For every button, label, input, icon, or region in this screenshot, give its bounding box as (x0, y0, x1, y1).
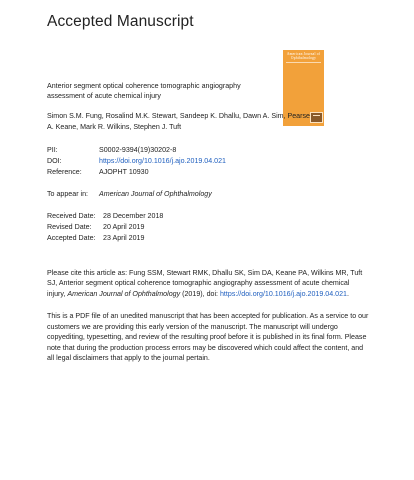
journal-cover-line1: American Journal of (286, 52, 321, 56)
article-title: Anterior segment optical coherence tomographic angiography assessment of acute chemical injury (47, 82, 241, 100)
accepted-value: 23 April 2019 (103, 234, 145, 242)
article-authors: Simon S.M. Fung, Rosalind M.K. Stewart, Sandeep K. Dhallu, Dawn A. Sim, Pearse A. Keane, Mark R. Wilkins, Stephen J. Tuft (47, 112, 310, 131)
disclaimer-paragraph: This is a PDF file of an unedited manuscript that has been accepted for publication. As a service to our customers we are providing this early version of the manuscript. The manuscript will undergo copyediting, typesetting, and review of the resulting proof before it is published in its final form. Please note that during the production process errors may be discovered which could affect the content, and all legal disclaimers that apply to the journal pertain. (47, 312, 369, 363)
doi-link[interactable]: https://doi.org/10.1016/j.ajo.2019.04.021 (99, 157, 226, 165)
cover-rule (286, 62, 321, 63)
citation-journal: American Journal of Ophthalmology (67, 289, 181, 298)
appear-journal: American Journal of Ophthalmology (99, 190, 212, 198)
citation-prefix: Please cite this article as: Fung SSM, Stewart RMK, Dhallu SK, Sim DA, Keane PA, Wilkins MR, Tuft SJ, Anterior segment optical coherence tomographic angiography assessment of acute chemical injury, (47, 269, 363, 298)
received-value: 28 December 2018 (103, 212, 164, 220)
reference-label: Reference: (47, 168, 82, 176)
appear-label: To appear in: (47, 190, 89, 198)
received-label: Received Date: (47, 212, 96, 220)
revised-label: Revised Date: (47, 223, 92, 231)
revised-value: 20 April 2019 (103, 223, 145, 231)
citation-mid: (2019), doi: (180, 289, 220, 298)
doi-label: DOI: (47, 157, 62, 165)
reference-value: AJOPHT 10930 (99, 168, 149, 176)
citation-doi-link[interactable]: https://doi.org/10.1016/j.ajo.2019.04.021 (219, 289, 347, 298)
pii-label: PII: (47, 146, 58, 154)
pii-value: S0002-9394(19)30202-8 (99, 146, 177, 154)
citation-paragraph (47, 268, 367, 299)
page-heading: Accepted Manuscript (47, 13, 194, 30)
journal-cover-line2: Ophthalmology (290, 56, 317, 61)
accepted-label: Accepted Date: (47, 234, 96, 242)
citation-suffix: . (346, 289, 349, 298)
